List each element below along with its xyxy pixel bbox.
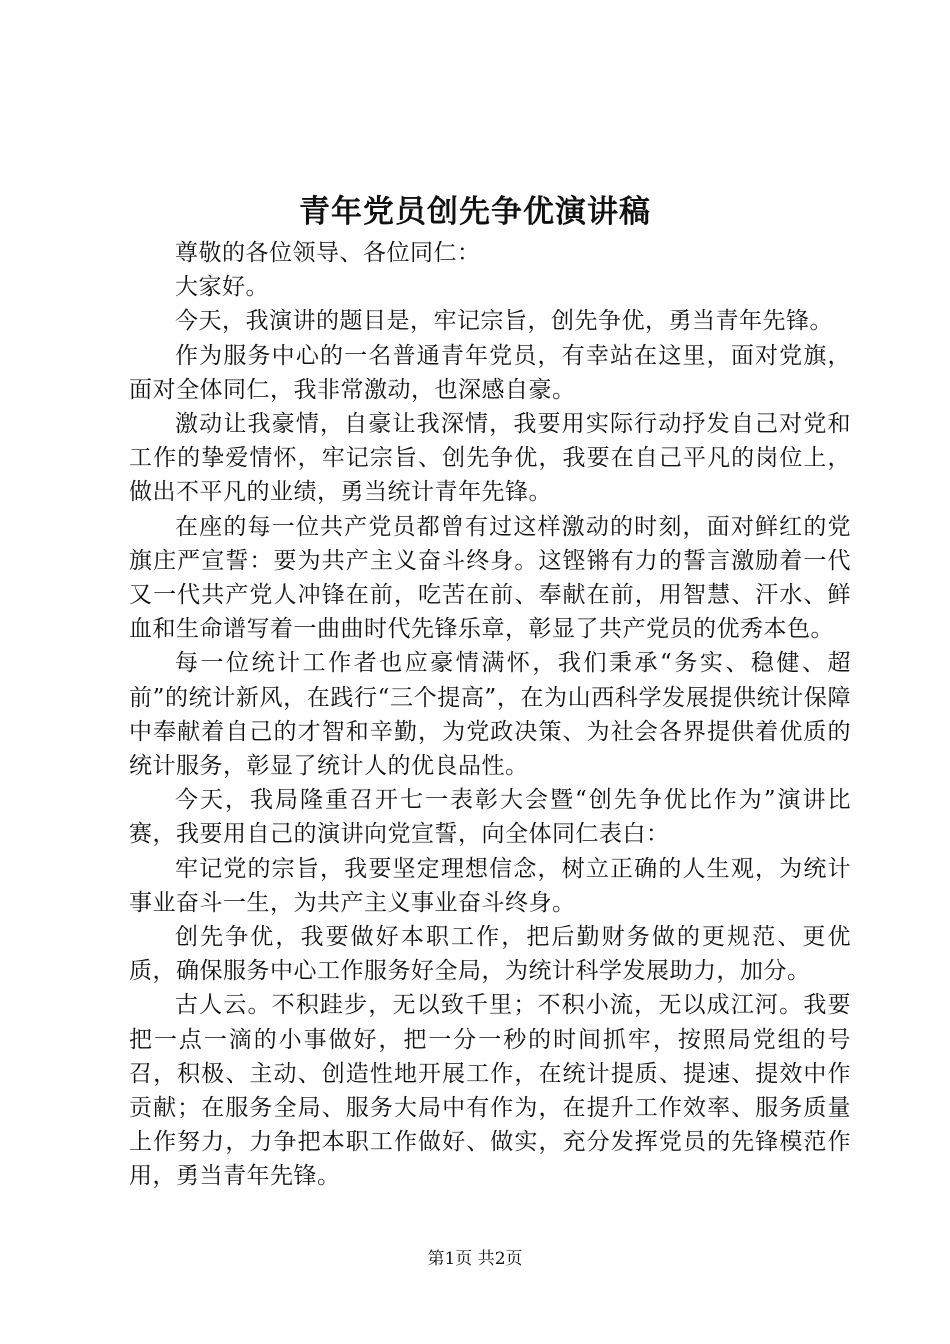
greeting: 大家好。 [175, 274, 269, 301]
document-title: 青年党员创先争优演讲稿 [299, 194, 651, 230]
salutation: 尊敬的各位领导、各位同仁： [175, 240, 481, 266]
paragraph: 每一位统计工作者也应豪情满怀，我们秉承“务实、稳健、超前”的统计新风，在践行“三个提高”，在为山西科学发展提供统计保障中奉献着自己的才智和辛勤，为党政决策、为社会各界提供着优质的统计服务，彰显了统计人的优良品性。 [129, 650, 851, 780]
paragraph: 创先争优，我要做好本职工作，把后勤财务做的更规范、更优质，确保服务中心工作服务好全局，为统计科学发展助力，加分。 [129, 924, 851, 985]
paragraph: 作为服务中心的一名普通青年党员，有幸站在这里，面对党旗，面对全体同仁，我非常激动，也深感自豪。 [129, 342, 851, 403]
paragraph: 今天，我局隆重召开七一表彰大会暨“创先争优比作为”演讲比赛，我要用自己的演讲向党宣誓，向全体同仁表白： [129, 787, 851, 848]
paragraph: 今天，我演讲的题目是，牢记宗旨，创先争优，勇当青年先锋。 [175, 308, 833, 335]
page-number-footer: 第1页 共2页 [427, 1249, 523, 1269]
paragraph: 在座的每一位共产党员都曾有过这样激动的时刻，面对鲜红的党旗庄严宣誓：要为共产主义奋斗终身。这铿锵有力的誓言激励着一代又一代共产党人冲锋在前，吃苦在前、奉献在前，用智慧、汗水、鲜血和生命谱写着一曲曲时代先锋乐章，彰显了共产党员的优秀本色。 [129, 513, 851, 643]
document-body [129, 236, 851, 1194]
paragraph: 激动让我豪情，自豪让我深情，我要用实际行动抒发自己对党和工作的挚爱情怀，牢记宗旨、创先争优，我要在自己平凡的岗位上，做出不平凡的业绩，勇当统计青年先锋。 [129, 411, 851, 506]
paragraph: 牢记党的宗旨，我要坚定理想信念，树立正确的人生观，为统计事业奋斗一生，为共产主义事业奋斗终身。 [129, 855, 851, 916]
paragraph: 古人云。不积跬步，无以致千里；不积小流，无以成江河。我要把一点一滴的小事做好，把一分一秒的时间抓牢，按照局党组的号召，积极、主动、创造性地开展工作，在统计提质、提速、提效中作贡献；在服务全局、服务大局中有作为，在提升工作效率、服务质量上作努力，力争把本职工作做好、做实，充分发挥党员的先锋模范作用，勇当青年先锋。 [129, 992, 851, 1190]
